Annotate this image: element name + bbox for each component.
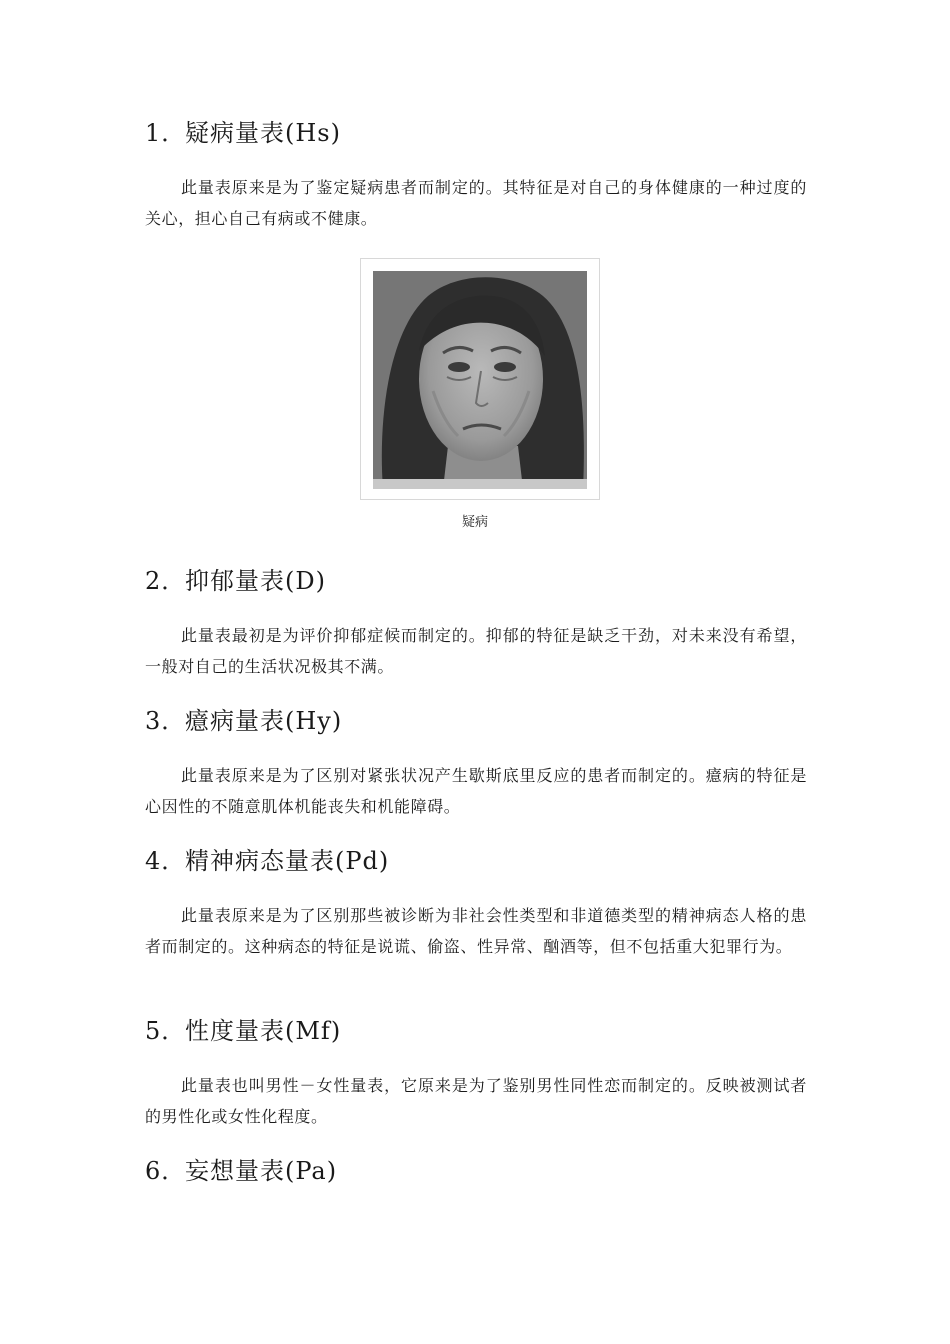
- section-number: 2．: [145, 567, 187, 595]
- section-body-hy: 此量表原来是为了区别对紧张状况产生歇斯底里反应的患者而制定的。癔病的特征是心因性的不随意肌体机能丧失和机能障碍。: [145, 766, 807, 816]
- portrait-illustration: [373, 271, 587, 489]
- section-number: 5．: [145, 1017, 187, 1045]
- figure-caption: 疑病: [461, 515, 488, 530]
- section-number: 6．: [145, 1157, 187, 1185]
- section-title: 疑病量表(Hs): [185, 119, 341, 147]
- section-body-pd: 此量表原来是为了区别那些被诊断为非社会性类型和非道德类型的精神病态人格的患者而制定的。这种病态的特征是说谎、偷盗、性异常、酗酒等，但不包括重大犯罪行为。: [145, 906, 807, 956]
- section-heading-d: [145, 566, 326, 596]
- figure-photo-frame: [360, 258, 600, 500]
- section-body-mf: 此量表也叫男性－女性量表，它原来是为了鉴别男性同性恋而制定的。反映被测试者的男性化或女性化程度。: [145, 1076, 807, 1126]
- section-title: 性度量表(Mf): [185, 1017, 342, 1045]
- section-body-d: 此量表最初是为评价抑郁症候而制定的。抑郁的特征是缺乏干劲，对未来没有希望，一般对自己的生活状况极其不满。: [145, 626, 807, 676]
- section-heading-hs: [145, 118, 341, 148]
- section-number: 4．: [145, 847, 187, 875]
- section-title: 癔病量表(Hy): [185, 707, 343, 735]
- section-body-hs: 此量表原来是为了鉴定疑病患者而制定的。其特征是对自己的身体健康的一种过度的关心，担心自己有病或不健康。: [145, 178, 807, 228]
- section-heading-mf: [145, 1016, 341, 1046]
- section-title: 妄想量表(Pa): [185, 1157, 338, 1185]
- section-heading-hy: [145, 706, 342, 736]
- section-number: 3．: [145, 707, 187, 735]
- section-heading-pa: [145, 1156, 337, 1186]
- portrait-image: [373, 271, 587, 489]
- section-title: 精神病态量表(Pd): [185, 847, 390, 875]
- section-number: 1．: [145, 119, 187, 147]
- section-title: 抑郁量表(D): [185, 567, 326, 595]
- section-heading-pd: [145, 846, 389, 876]
